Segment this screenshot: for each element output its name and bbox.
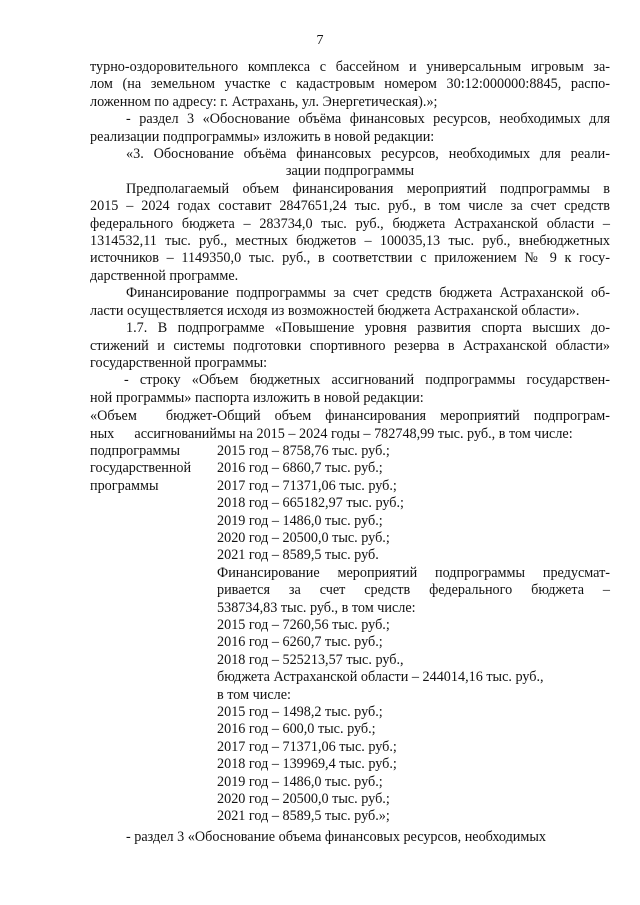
document-body	[90, 59, 610, 846]
year-line: 2016 год – 600,0 тыс. руб.;	[217, 721, 376, 738]
year-line: 2016 год – 6860,7 тыс. руб.;	[217, 460, 383, 477]
paragraph-passport-row	[90, 372, 610, 407]
label-line: ных ассигнований	[90, 425, 217, 442]
value-line: ривается за счет средств федерального бюджета –	[217, 582, 610, 599]
label-line: подпрограммы	[90, 442, 180, 459]
heading-line: «3. Обоснование объёма финансовых ресурсов, необходимых для реали-	[126, 146, 610, 163]
text-line: федерального бюджета – 283734,0 тыс. руб., бюджета Астраханской области –	[90, 215, 610, 232]
paragraph-1-7	[90, 320, 610, 372]
text-line: государственной программы:	[90, 354, 268, 371]
text-line: реализации подпрограммы» изложить в новой редакции:	[90, 128, 435, 145]
passport-label-cell	[90, 408, 217, 826]
text-line: 1.7. В подпрограмме «Повышение уровня развития спорта высших до-	[126, 320, 610, 337]
value-line: Общий объем финансирования мероприятий подпрограм-	[217, 408, 610, 425]
paragraph-section3-instruction	[90, 111, 610, 146]
year-line: 2018 год – 665182,97 тыс. руб.;	[217, 495, 404, 512]
text-line: ложенном по адресу: г. Астрахань, ул. Энергетическая).»;	[90, 93, 438, 110]
passport-table	[90, 408, 610, 826]
year-line: 2019 год – 1486,0 тыс. руб.;	[217, 773, 383, 790]
year-line: 2015 год – 8758,76 тыс. руб.;	[217, 442, 390, 459]
paragraph-funding-volume	[90, 181, 610, 285]
paragraph-regional-funding	[90, 285, 610, 320]
year-line: 2015 год – 1498,2 тыс. руб.;	[217, 704, 383, 721]
text-line: источников – 1149350,0 тыс. руб., в соответствии с приложением № 9 к госу-	[90, 250, 610, 267]
year-line: 2017 год – 71371,06 тыс. руб.;	[217, 477, 397, 494]
label-line: государственной	[90, 460, 192, 477]
text-line: - строку «Объем бюджетных ассигнований подпрограммы государствен-	[124, 372, 610, 389]
text-line: Финансирование подпрограммы за счет средств бюджета Астраханской об-	[126, 285, 610, 302]
year-line: 2020 год – 20500,0 тыс. руб.;	[217, 791, 390, 808]
heading-line: зации подпрограммы	[285, 163, 415, 180]
year-line: 2015 год – 7260,56 тыс. руб.;	[217, 617, 390, 633]
passport-value-cell	[217, 408, 610, 826]
text-line-last: - раздел 3 «Обоснование объема финансовых ресурсов, необходимых	[126, 828, 547, 845]
year-line: 2021 год – 8589,5 тыс. руб.»;	[217, 808, 390, 825]
text-line: - раздел 3 «Обоснование объёма финансовых ресурсов, необходимых для	[126, 111, 610, 128]
section-heading	[90, 146, 610, 181]
text-line: Предполагаемый объем финансирования мероприятий подпрограммы в	[126, 180, 610, 197]
text-line: 1314532,11 тыс. руб., местных бюджетов – 100035,13 тыс. руб., внебюджетных	[90, 233, 610, 250]
page-number: 7	[316, 33, 324, 48]
label-line: «Объем бюджет-	[90, 408, 217, 425]
year-line: 2018 год – 525213,57 тыс. руб.,	[217, 651, 404, 668]
label-line: программы	[90, 477, 159, 494]
year-line: 2016 год – 6260,7 тыс. руб.;	[217, 634, 383, 651]
year-line: 2017 год – 71371,06 тыс. руб.;	[217, 738, 397, 755]
text-line: дарственной программе.	[90, 267, 239, 284]
text-line: ласти осуществляется исходя из возможностей бюджета Астраханской области».	[90, 302, 580, 319]
text-line: стижений и системы подготовки спортивного резерва в Астраханской области»	[90, 337, 610, 354]
value-line: в том числе:	[217, 686, 291, 703]
value-line: бюджета Астраханской области – 244014,16 тыс. руб.,	[217, 669, 544, 686]
text-line: 2015 – 2024 годах составит 2847651,24 тыс. руб., в том числе за счет средств	[90, 198, 610, 215]
year-line: 2020 год – 20500,0 тыс. руб.;	[217, 529, 390, 546]
text-line: ной программы» паспорта изложить в новой редакции:	[90, 389, 424, 406]
year-line: 2018 год – 139969,4 тыс. руб.;	[217, 756, 397, 773]
year-line: 2021 год – 8589,5 тыс. руб.	[217, 547, 379, 564]
value-line: Финансирование мероприятий подпрограммы предусмат-	[217, 564, 610, 581]
paragraph-sport-complex	[90, 59, 610, 111]
text-line: лом (на земельном участке с кадастровым номером 30:12:000000:8845, распо-	[90, 76, 610, 93]
value-line: 538734,83 тыс. руб., в том числе:	[217, 599, 416, 616]
text-line: турно-оздоровительного комплекса с бассейном и универсальным игровым за-	[90, 59, 610, 75]
year-line: 2019 год – 1486,0 тыс. руб.;	[217, 512, 383, 529]
value-line: мы на 2015 – 2024 годы – 782748,99 тыс. руб., в том числе:	[217, 425, 573, 442]
